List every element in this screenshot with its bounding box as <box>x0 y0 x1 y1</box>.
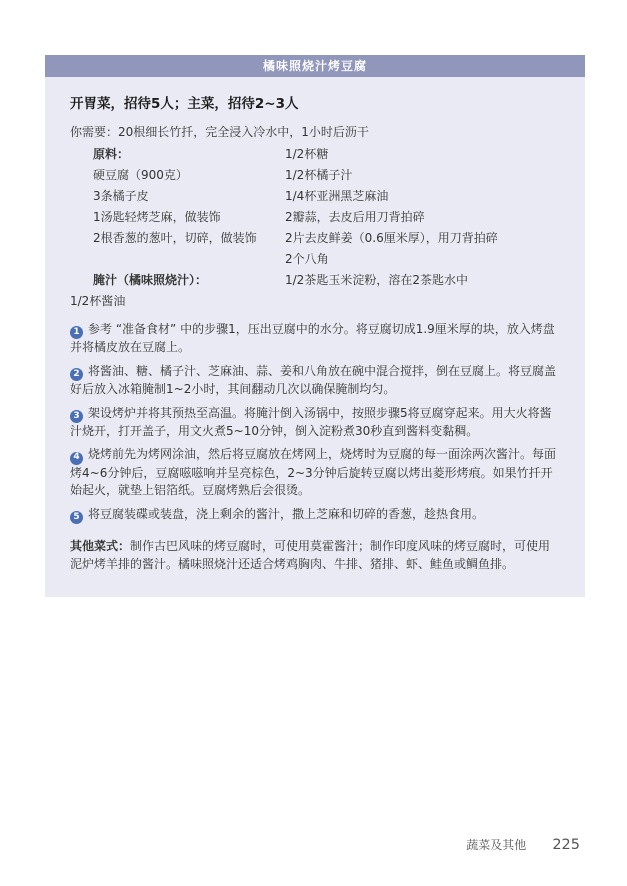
ingredient-right-cell: 1/2杯糖 <box>285 147 329 161</box>
ingredient-row <box>70 144 560 165</box>
ingredient-right-cell: 2瓣蒜，去皮后用刀背拍碎 <box>285 210 425 224</box>
ingredient-row <box>70 270 560 291</box>
ingredient-row <box>70 165 560 186</box>
page-number: 225 <box>552 837 580 853</box>
equipment-note: 你需要：20根细长竹扦，完全浸入冷水中，1小时后沥干 <box>70 125 369 139</box>
ingredient-row <box>70 228 560 249</box>
step-number-badge: 1 <box>70 326 83 339</box>
ingredient-right-cell <box>285 291 560 312</box>
ingredient-left-cell: 原料： <box>93 147 130 161</box>
ingredient-row <box>70 186 560 207</box>
step-number-badge: 2 <box>70 368 83 381</box>
step-number-badge: 4 <box>70 452 83 465</box>
step-text: 烧烤前先为烤网涂油，然后将豆腐放在烤网上，烧烤时为豆腐的每一面涂两次酱汁。每面烤4~6分钟后，豆腐嗞嗞响并呈亮棕色，2~3分钟后旋转豆腐以烤出菱形烤痕。如果竹扦开始起火，就垫上铝箔纸。豆腐烤熟后会很烫。 <box>70 447 557 497</box>
step-item <box>70 446 560 499</box>
other-dishes-label: 其他菜式： <box>70 538 131 553</box>
recipe-title: 橘味照烧汁烤豆腐 <box>262 59 367 73</box>
ingredient-left-cell <box>70 249 285 270</box>
serving-info: 开胃菜，招待5人；主菜，招待2~3人 <box>70 96 299 112</box>
recipe-body <box>45 77 585 597</box>
ingredient-left-cell: 腌汁（橘味照烧汁）： <box>93 273 208 287</box>
step-text: 参考 “准备食材” 中的步骤1，压出豆腐中的水分。将豆腐切成1.9厘米厚的块，放入烤盘并将橘皮放在豆腐上。 <box>70 322 555 355</box>
ingredient-left-cell: 1/2杯酱油 <box>70 294 126 308</box>
ingredient-left-cell: 3条橘子皮 <box>93 189 149 203</box>
ingredient-right-cell: 1/2杯橘子汁 <box>285 168 353 182</box>
ingredient-left-cell: 硬豆腐（900克） <box>93 168 188 182</box>
footer-section-label: 蔬菜及其他 <box>466 838 527 852</box>
ingredient-right-cell: 1/2茶匙玉米淀粉，溶在2茶匙水中 <box>285 273 468 287</box>
ingredient-right-cell: 1/4杯亚洲黑芝麻油 <box>285 189 389 203</box>
ingredient-right-cell: 2个八角 <box>285 252 329 266</box>
step-number-badge: 3 <box>70 410 83 423</box>
ingredients-list <box>70 144 560 312</box>
page-footer <box>466 836 580 853</box>
step-item <box>70 321 560 357</box>
step-item <box>70 405 560 441</box>
ingredient-row <box>70 249 560 270</box>
step-item <box>70 506 560 524</box>
ingredient-row <box>70 291 560 312</box>
step-text: 架设烤炉并将其预热至高温。将腌汁倒入汤锅中，按照步骤5将豆腐穿起来。用大火将酱汁烧开，打开盖子，用文火煮5~10分钟，倒入淀粉煮30秒直到酱料变黏稠。 <box>70 405 552 438</box>
ingredient-row <box>70 207 560 228</box>
recipe-card <box>45 55 585 597</box>
step-number-badge: 5 <box>70 511 83 524</box>
ingredient-left-cell: 1汤匙轻烤芝麻，做装饰 <box>93 210 221 224</box>
ingredient-left-cell: 2根香葱的葱叶，切碎，做装饰 <box>93 231 257 245</box>
other-dishes-text: 制作古巴风味的烤豆腐时，可使用莫霍酱汁；制作印度风味的烤豆腐时，可使用泥炉烤羊排的酱汁。橘味照烧汁还适合烤鸡胸肉、牛排、猪排、虾、鲑鱼或鲷鱼排。 <box>70 538 551 571</box>
steps-list <box>70 321 560 524</box>
step-text: 将豆腐装碟或装盘，浇上剩余的酱汁，撒上芝麻和切碎的香葱，趁热食用。 <box>88 506 485 521</box>
other-dishes-note <box>70 537 560 573</box>
step-text: 将酱油、糖、橘子汁、芝麻油、蒜、姜和八角放在碗中混合搅拌，倒在豆腐上。将豆腐盖好后放入冰箱腌制1~2小时，其间翻动几次以确保腌制均匀。 <box>70 363 557 396</box>
step-item <box>70 363 560 399</box>
ingredient-right-cell: 2片去皮鲜姜（0.6厘米厚），用刀背拍碎 <box>285 231 498 245</box>
recipe-title-bar <box>45 55 585 77</box>
